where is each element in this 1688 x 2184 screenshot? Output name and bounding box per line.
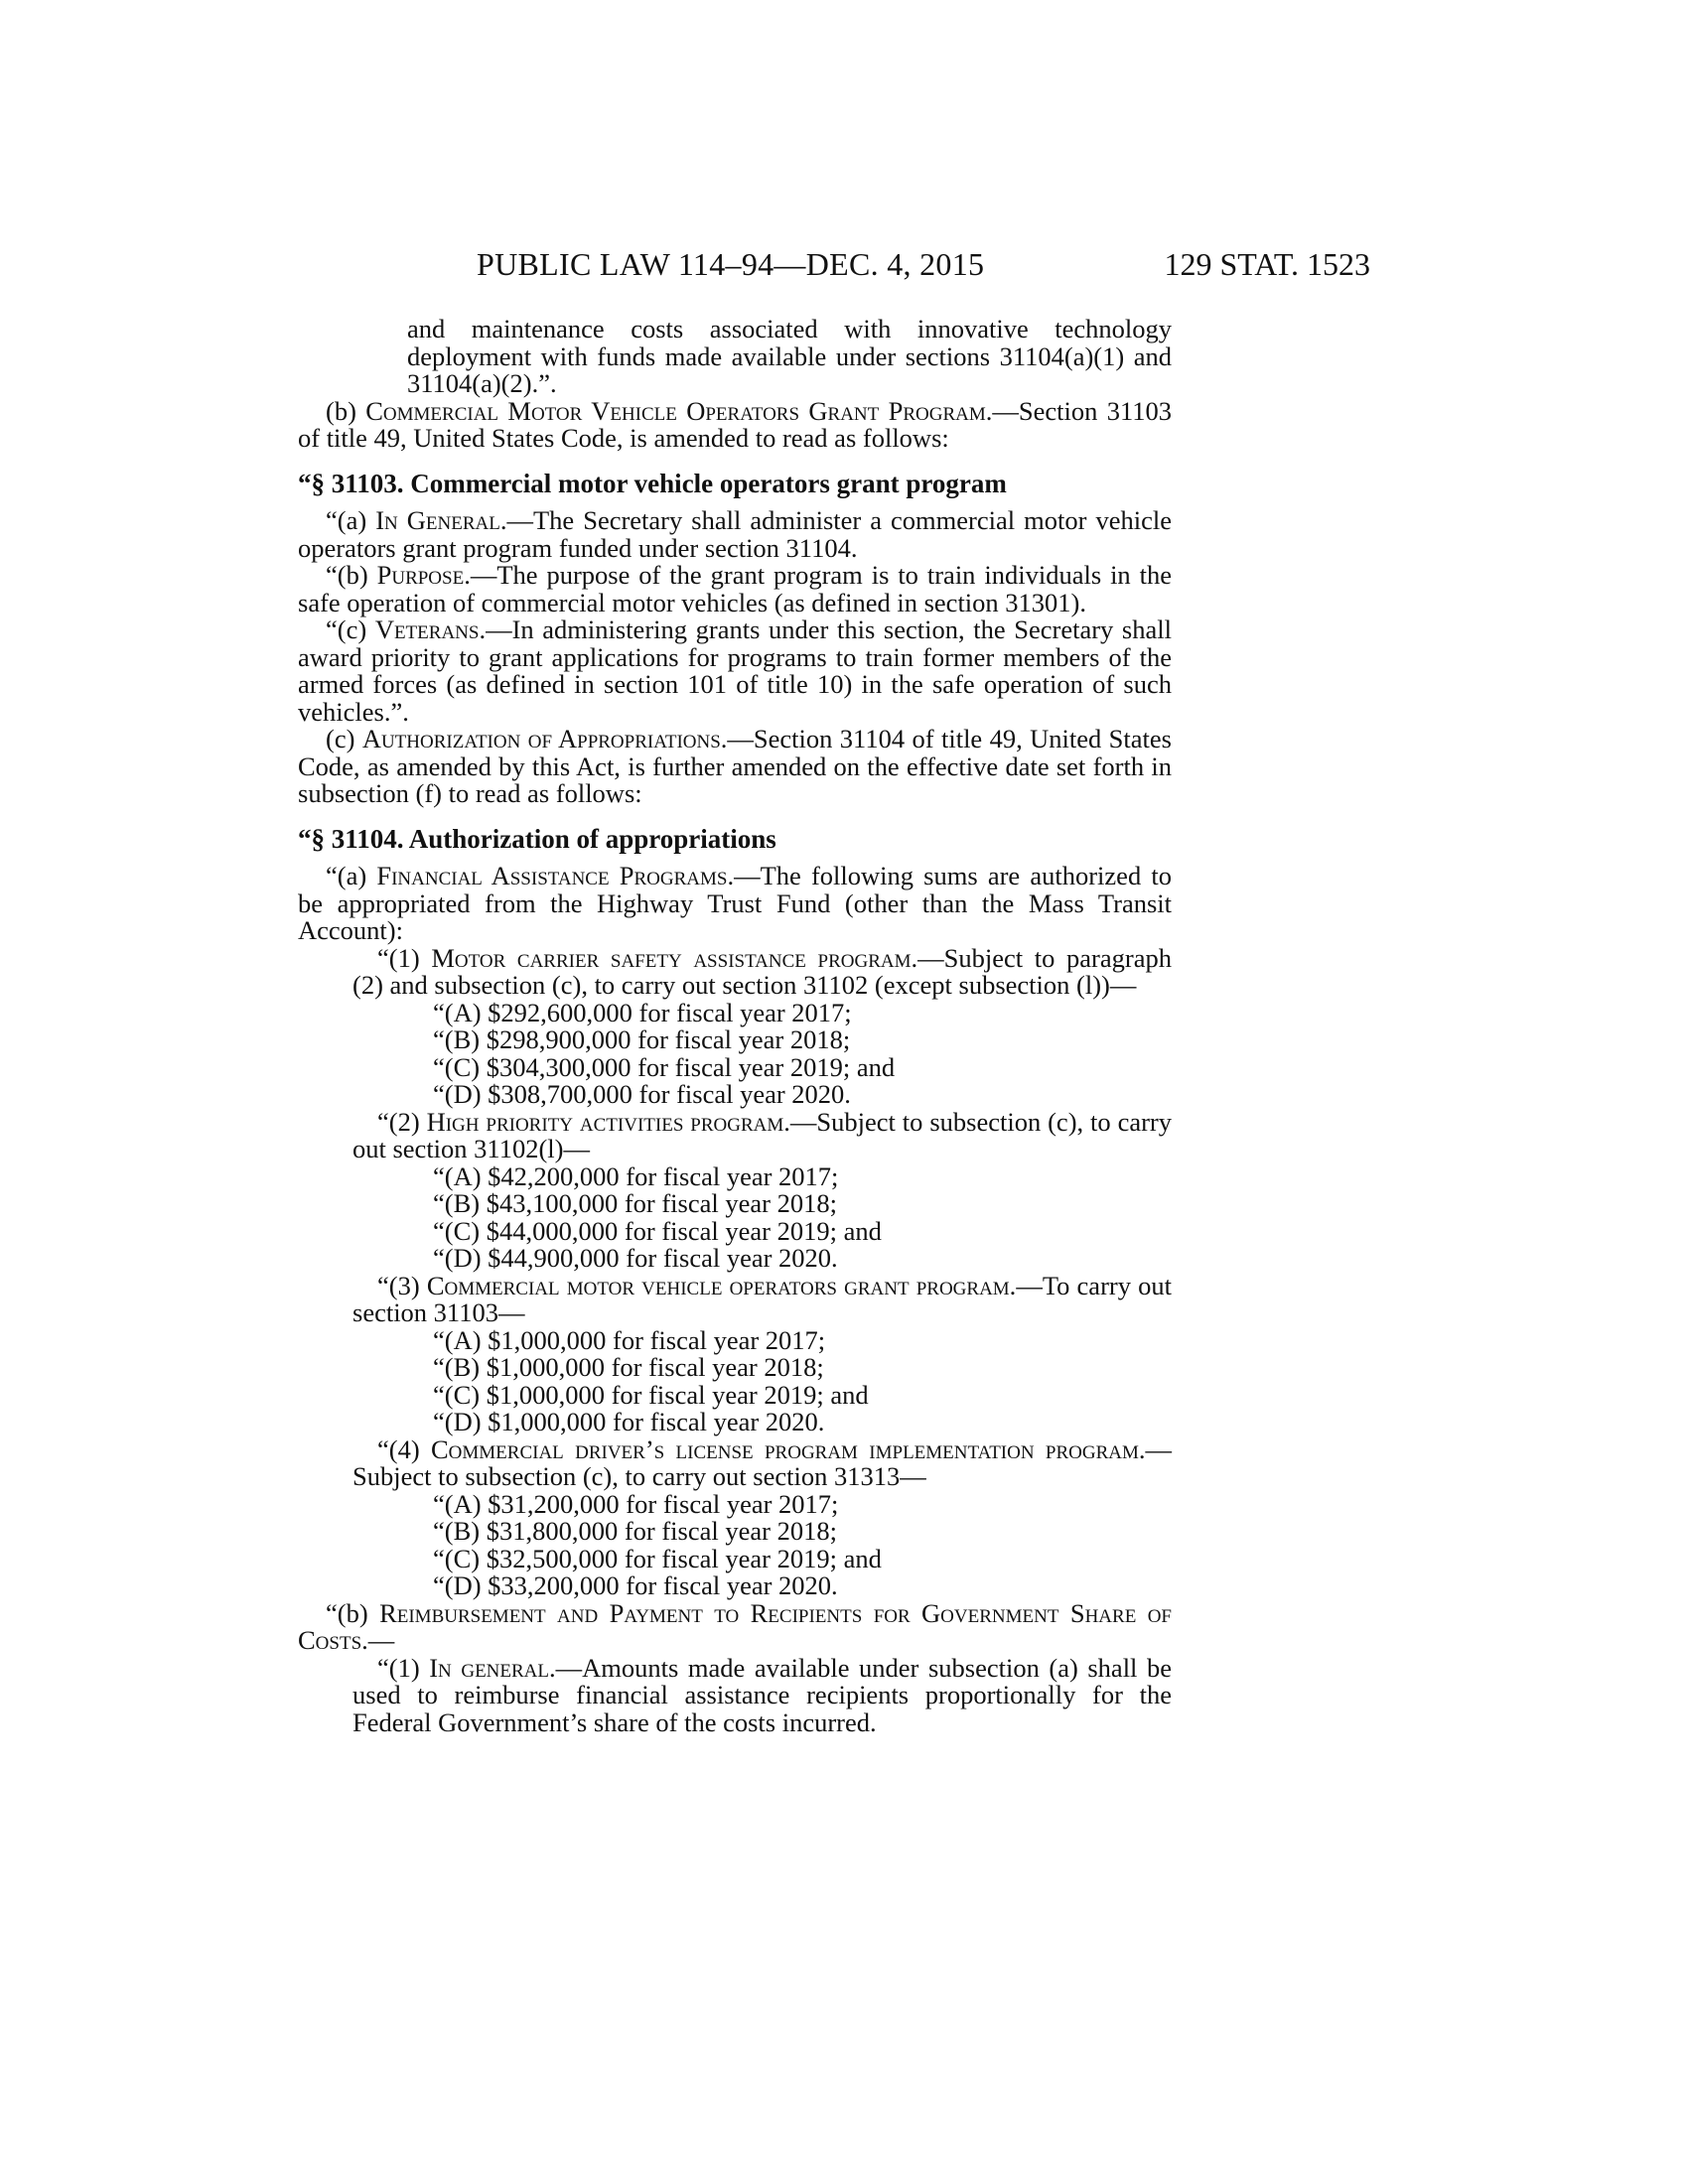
list-item: “(C) $44,000,000 for fiscal year 2019; and (433, 1215, 882, 1246)
subsection-c-veterans: “(c) Veterans.—In administering grants under this section, the Secretary shall award priority to grant applications for programs to train former members of the armed forces (as defined in section 101 of title 10) in the safe operation of such vehicles.”. (298, 614, 1172, 727)
list-item: “(A) $1,000,000 for fiscal year 2017; (433, 1324, 826, 1355)
page-header (298, 246, 1370, 296)
subsection-b-reimbursement: “(b) Reimbursement and Payment to Recipients for Government Share of Costs.— (298, 1597, 1172, 1655)
list-item: “(D) $1,000,000 for fiscal year 2020. (433, 1407, 825, 1436)
list-item: “(D) $44,900,000 for fiscal year 2020. (433, 1243, 838, 1273)
subsection-a-financial: “(a) Financial Assistance Programs.—The following sums are authorized to be appropriated from the Highway Trust Fund (other than the Mass Transit Account): (298, 861, 1172, 945)
section-heading-31103: “§ 31103. Commercial motor vehicle operators grant program (298, 468, 1007, 498)
list-item: “(B) $43,100,000 for fiscal year 2018; (433, 1188, 837, 1218)
paragraph-4-cdl: “(4) Commercial driver’s license program implementation program.—Subject to subsection (c), to carry out section 31313— (352, 1433, 1172, 1491)
section-heading-31104: “§ 31104. Authorization of appropriations (298, 823, 776, 854)
subsection-b: (b) Commercial Motor Vehicle Operators Grant Program.—Section 31103 of title 49, United States Code, is amended to read as follows: (298, 395, 1172, 453)
paragraph-3-cmv-operators: “(3) Commercial motor vehicle operators grant program.—To carry out section 31103— (352, 1270, 1172, 1327)
list-item: “(A) $292,600,000 for fiscal year 2017; (433, 997, 852, 1027)
subsection-c-authorization: (c) Authorization of Appropriations.—Section 31104 of title 49, United States Code, as amended by this Act, is further amended on the effective date set forth in subsection (f) to read as follows: (298, 724, 1172, 808)
stat-page-number: 129 STAT. 1523 (1164, 246, 1370, 282)
paragraph-1-mcsap: “(1) Motor carrier safety assistance program.—Subject to paragraph (2) and subsection (c), to carry out section 31102 (except subsection (l))— (352, 942, 1172, 1000)
list-item: “(C) $1,000,000 for fiscal year 2019; and (433, 1379, 869, 1410)
running-head: PUBLIC LAW 114–94—DEC. 4, 2015 (477, 246, 985, 282)
list-item: “(B) $31,800,000 for fiscal year 2018; (433, 1516, 837, 1546)
list-item: “(C) $304,300,000 for fiscal year 2019; and (433, 1051, 896, 1082)
document-body (298, 316, 1172, 1736)
subsection-b-purpose: “(b) Purpose.—The purpose of the grant program is to train individuals in the safe operation of commercial motor vehicles (as defined in section 31301). (298, 560, 1172, 617)
list-item: “(A) $31,200,000 for fiscal year 2017; (433, 1488, 839, 1519)
list-item: “(A) $42,200,000 for fiscal year 2017; (433, 1160, 839, 1191)
subsection-a-general: “(a) In General.—The Secretary shall administer a commercial motor vehicle operators grant program funded under section 31104. (298, 505, 1172, 563)
paragraph-1-in-general: “(1) In general.—Amounts made available under subsection (a) shall be used to reimburse financial assistance recipients proportionally for the Federal Government’s share of the costs incurred. (352, 1652, 1172, 1737)
continuation-paragraph: and maintenance costs associated with innovative technology deployment with funds made available under sections 31104(a)(1) and 31104(a)(2).”. (407, 314, 1172, 398)
list-item: “(D) $33,200,000 for fiscal year 2020. (433, 1570, 838, 1600)
list-item: “(B) $298,900,000 for fiscal year 2018; (433, 1024, 851, 1054)
paragraph-2-high-priority: “(2) High priority activities program.—Subject to subsection (c), to carry out section 31102(l)— (352, 1106, 1172, 1163)
list-item: “(C) $32,500,000 for fiscal year 2019; and (433, 1543, 882, 1573)
list-item: “(B) $1,000,000 for fiscal year 2018; (433, 1352, 824, 1382)
list-item: “(D) $308,700,000 for fiscal year 2020. (433, 1079, 851, 1109)
